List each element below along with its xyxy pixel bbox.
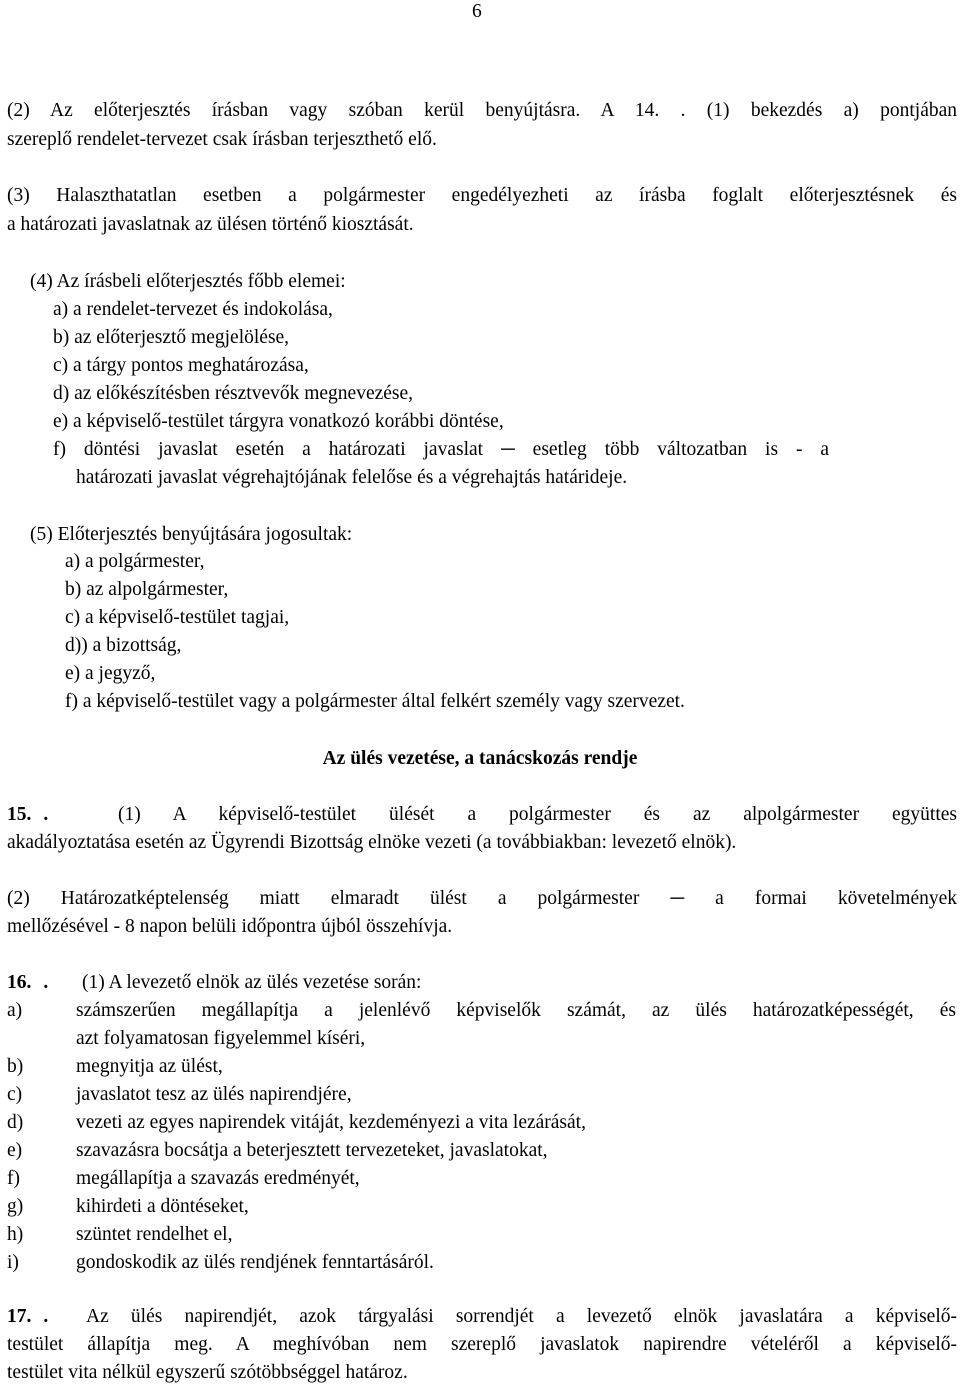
list-item: c) a tárgy pontos meghatározása, [53,355,309,376]
section-number: 16. [7,972,32,993]
list-label: i) [7,1252,19,1273]
list-label: a) [7,1000,23,1021]
para-3-line-1: (3) Halaszthatatlan esetben a polgármester engedélyezheti az írásba foglalt előterjesztésnek és [7,185,957,206]
list-item: e) a képviselő-testület tárgyra vonatkozó korábbi döntése, [53,411,504,432]
section-number: 17. [7,1306,32,1327]
list-text: kihirdeti a döntéseket, [76,1196,249,1217]
list-label: b) [7,1056,24,1077]
list-text: számszerűen megállapítja a jelenlévő képviselők számát, az ülés határozatképességét, és [76,1000,956,1021]
section-15-number [7,803,48,827]
list-item [0,999,960,1055]
list-item: b) az alpolgármester, [65,579,229,600]
list-text: megállapítja a szavazás eredményét, [76,1168,360,1189]
list-item: e) a jegyző, [65,663,156,684]
section-heading: Az ülés vezetése, a tanácskozás rendje [322,748,638,769]
list-text: szavazásra bocsátja a beterjesztett tervezeteket, javaslatokat, [76,1140,548,1161]
list-item: a) a rendelet-tervezet és indokolása, [53,299,333,320]
list-text: gondoskodik az ülés rendjének fenntartásáról. [76,1252,434,1273]
list-text: szüntet rendelhet el, [76,1224,233,1245]
section-symbol: . [43,1306,49,1327]
list-text-continuation: azt folyamatosan figyelemmel kíséri, [76,1028,366,1049]
list-item: c) a képviselő-testület tagjai, [65,607,290,628]
list-text: megnyitja az ülést, [76,1056,223,1077]
section-number: 15. [7,804,32,825]
section-16-number [7,971,48,995]
section-17-line-3: testület vita nélkül egyszerű szótöbbséggel határoz. [7,1362,408,1383]
list-item: d) az előkészítésben résztvevők megnevezése, [53,383,414,404]
list-text: vezeti az egyes napirendek vitáját, kezdeményezi a vita lezárását, [76,1112,586,1133]
section-15-para-2-line-1: (2) Határozatképtelenség miatt elmaradt ülést a polgármester ─ a formai követelmények [7,888,957,909]
section-15-para-2-line-2: mellőzésével - 8 napon belüli időpontra újból összehívja. [7,916,453,937]
list-label: c) [7,1084,23,1105]
section-17-line-1: Az ülés napirendjét, azok tárgyalási sorrendjét a levezető elnök javaslatára a képviselő- [86,1306,957,1327]
list-label: h) [7,1224,24,1245]
section-17-number [7,1305,48,1329]
para-2-line-1: (2) Az előterjesztés írásban vagy szóban kerül benyújtásra. A 14. . (1) bekezdés a) pontjában [7,100,957,121]
para-4-intro: (4) Az írásbeli előterjesztés főbb elemei: [30,271,346,292]
list-item-continuation: határozati javaslat végrehajtójának felelőse és a végrehajtás határideje. [76,467,628,488]
section-16-intro: (1) A levezető elnök az ülés vezetése során: [82,972,422,993]
section-symbol: . [43,972,49,993]
list-text: javaslatot tesz az ülés napirendjére, [76,1084,352,1105]
list-item: f) a képviselő-testület vagy a polgármester által felkért személy vagy szervezet. [65,691,685,712]
para-3-line-2: a határozati javaslatnak az ülésen történő kiosztását. [7,214,414,235]
para-2-line-2: szereplő rendelet-tervezet csak írásban terjeszthető elő. [7,129,437,150]
list-item: d)) a bizottság, [65,635,182,656]
section-17-line-2: testület állapítja meg. A meghívóban nem szereplő javaslatok napirendre vételéről a képviselő- [7,1334,957,1355]
list-item: f) döntési javaslat esetén a határozati javaslat ─ esetleg több változatban is - a [53,439,829,460]
section-15-line-1: (1) A képviselő-testület ülését a polgármester és az alpolgármester együttes [118,804,957,825]
list-label: e) [7,1140,23,1161]
page-number: 6 [472,1,482,22]
section-15-line-2: akadályoztatása esetén az Ügyrendi Bizottság elnöke vezeti (a továbbiakban: levezető elnök). [7,832,737,853]
para-5-intro: (5) Előterjesztés benyújtására jogosultak: [30,524,353,545]
list-item: b) az előterjesztő megjelölése, [53,327,290,348]
section-symbol: . [43,804,49,825]
list-item: a) a polgármester, [65,551,205,572]
list-label: d) [7,1112,24,1133]
list-label: f) [7,1168,20,1189]
list-label: g) [7,1196,24,1217]
